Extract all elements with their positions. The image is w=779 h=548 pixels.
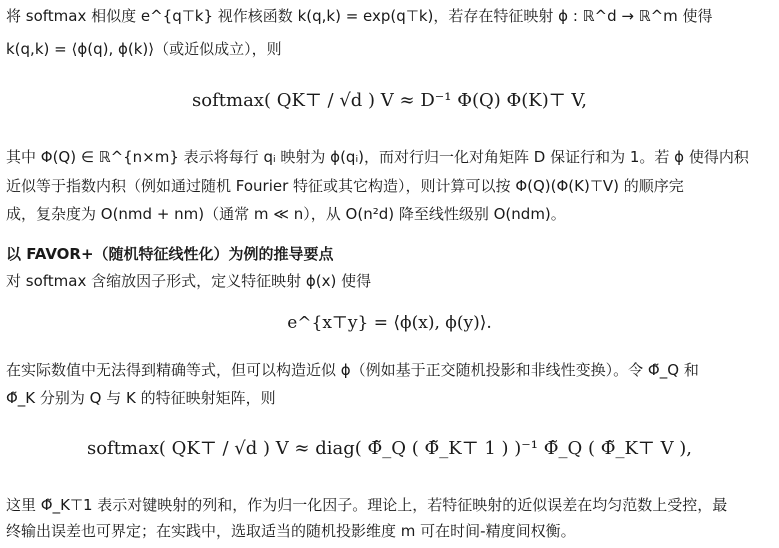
equation-kernel-feature-map: e^{x⊤y} = ⟨ϕ(x), ϕ(y)⟩. (287, 313, 492, 333)
equation-linear-attention: softmax( QK⊤ / √d ) V ≈ D⁻¹ Φ(Q) Φ(K)⊤ V, (192, 90, 587, 111)
paragraph-4-line-1: 在实际数值中无法得到精确等式，但可以构造近似 ϕ（例如基于正交随机投影和非线性变换）。令 Φ̃_Q 和 (6, 361, 699, 379)
paragraph-5-line-1: 这里 Φ̃_K⊤1 表示对键映射的列和，作为归一化因子。理论上，若特征映射的近似误差在均匀范数上受控，最 (6, 496, 728, 514)
paragraph-4-line-2: Φ̃_K 分别为 Q 与 K 的特征映射矩阵，则 (6, 389, 276, 407)
paragraph-2-line-3: 成，复杂度为 O(nmd + nm)（通常 m ≪ n），从 O(n²d) 降至线性级别 O(ndm)。 (6, 205, 566, 223)
equation-favor: softmax( QK⊤ / √d ) V ≈ diag( Φ̃_Q ( Φ̃_K⊤ 1 ) )⁻¹ Φ̃_Q ( Φ̃_K⊤ V ), (86, 438, 693, 459)
paragraph-3: 对 softmax 含缩放因子形式，定义特征映射 ϕ(x) 使得 (6, 272, 372, 290)
paragraph-2-line-1: 其中 Φ(Q) ∈ ℝ^{n×m} 表示将每行 qᵢ 映射为 ϕ(qᵢ)，而对行归一化对角矩阵 D 保证行和为 1。若 ϕ 使得内积 (6, 148, 749, 166)
paragraph-2-line-2: 近似等于指数内积（例如通过随机 Fourier 特征或其它构造），则计算可以按 Φ(Q)(Φ(K)⊤V) 的顺序完 (6, 177, 684, 195)
section-heading: 以 FAVOR+（随机特征线性化）为例的推导要点 (6, 245, 334, 263)
paragraph-5-line-2: 终输出误差也可界定；在实践中，选取适当的随机投影维度 m 可在时间-精度间权衡。 (6, 522, 576, 540)
paragraph-1-line-2: k(q,k) = ⟨ϕ(q), ϕ(k)⟩（或近似成立），则 (6, 40, 282, 58)
paragraph-1-line-1: 将 softmax 相似度 e^{q⊤k} 视作核函数 k(q,k) = exp(q⊤k)，若存在特征映射 ϕ : ℝ^d → ℝ^m 使得 (6, 7, 713, 25)
